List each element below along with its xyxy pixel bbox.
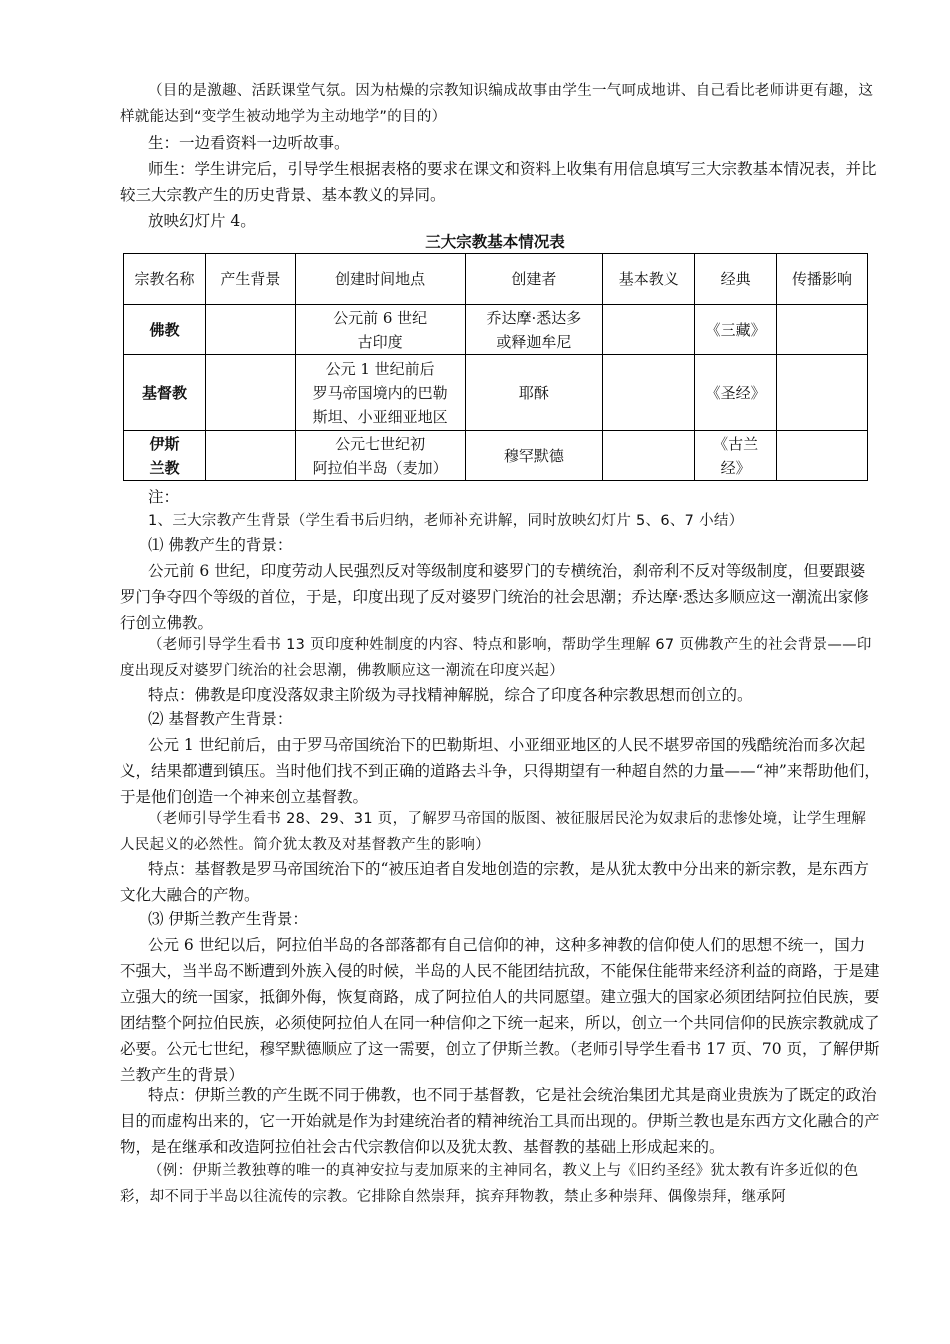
table-cell	[777, 305, 868, 355]
table-row	[124, 305, 868, 355]
teacher-student-line: 师生：学生讲完后，引导学生根据表格的要求在课文和资料上收集有用信息填写三大宗教基本情况表，并比较三大宗教产生的历史背景、基本教义的异同。	[120, 160, 877, 204]
table-cell: 乔达摩·悉达多 或释迦牟尼	[465, 305, 603, 355]
table-cell: 穆罕默德	[465, 431, 603, 481]
table-cell: 《古兰 经》	[695, 431, 777, 481]
header-cell: 创建者	[465, 254, 603, 305]
buddhism-background: 公元前 6 世纪，印度劳动人民强烈反对等级制度和婆罗门的专横统治，刹帝利不反对等级制度，但要跟婆罗门争夺四个等级的首位，于是，印度出现了反对婆罗门统治的社会思潮；乔达摩·悉达多顺应这一潮流出家修行创立佛教。	[120, 562, 869, 632]
note-label: 注：	[148, 488, 180, 506]
student-line: 生：一边看资料一边听故事。	[148, 134, 350, 152]
header-cell: 传播影响	[777, 254, 868, 305]
table-cell: 耶酥	[465, 355, 603, 431]
buddhism-heading: ⑴ 佛教产生的背景：	[148, 536, 293, 554]
slide-4-line: 放映幻灯片 4。	[148, 212, 256, 230]
buddhism-teacher-note: （老师引导学生看书 13 页印度种姓制度的内容、特点和影响，帮助学生理解 67 页佛教产生的社会背景——印度出现反对婆罗门统治的社会思潮，佛教顺应这一潮流在印度兴起）	[120, 637, 872, 679]
islam-heading: ⑶ 伊斯兰教产生背景：	[148, 910, 308, 928]
table-cell: 《三藏》	[695, 305, 777, 355]
table-cell	[205, 305, 295, 355]
header-cell: 经典	[695, 254, 777, 305]
table-header-row	[124, 254, 868, 305]
table-cell	[603, 305, 695, 355]
header-cell: 基本教义	[603, 254, 695, 305]
section-1-heading: 1、三大宗教产生背景（学生看书后归纳，老师补充讲解，同时放映幻灯片 5、6、7 小结）	[148, 513, 744, 529]
table-row	[124, 431, 868, 481]
religions-table	[123, 253, 868, 481]
table-cell: 公元七世纪初 阿拉伯半岛（麦加）	[295, 431, 465, 481]
christianity-background: 公元 1 世纪前后，由于罗马帝国统治下的巴勒斯坦、小亚细亚地区的人民不堪罗帝国的残酷统治而多次起义，结果都遭到镇压。当时他们找不到正确的道路去斗争，只得期望有一种超自然的力量——“神”来帮助他们，于是他们创造一个神来创立基督教。	[120, 736, 880, 806]
religion-name: 伊斯 兰教	[124, 431, 206, 481]
islam-feature: 特点：伊斯兰教的产生既不同于佛教，也不同于基督教，它是社会统治集团尤其是商业贵族为了既定的政治目的而虚构出来的，它一开始就是作为封建统治者的精神统治工具而出现的。伊斯兰教也是东西方文化融合的产物，是在继承和改造阿拉伯社会古代宗教信仰以及犹太教、基督教的基础上形成起来的。	[120, 1086, 880, 1156]
table-title: 三大宗教基本情况表	[425, 233, 565, 251]
header-cell: 宗教名称	[124, 254, 206, 305]
table-cell	[777, 355, 868, 431]
christianity-heading: ⑵ 基督教产生背景：	[148, 710, 293, 728]
buddhism-feature: 特点：佛教是印度没落奴隶主阶级为寻找精神解脱，综合了印度各种宗教思想而创立的。	[148, 686, 753, 704]
table-cell	[603, 431, 695, 481]
christianity-teacher-note: （老师引导学生看书 28、29、31 页，了解罗马帝国的版图、被征服居民沦为奴隶后的悲惨处境，让学生理解人民起义的必然性。简介犹太教及对基督教产生的影响）	[120, 811, 867, 853]
christianity-feature: 特点：基督教是罗马帝国统治下的“被压迫者自发地创造的宗教，是从犹太教中分出来的新宗教，是东西方文化大融合的产物。	[120, 860, 869, 904]
purpose-note: （目的是激趣、活跃课堂气氛。因为枯燥的宗教知识编成故事由学生一气呵成地讲、自己看比老师讲更有趣，这样就能达到“变学生被动地学为主动地学”的目的）	[120, 83, 874, 125]
table-row	[124, 355, 868, 431]
table-cell	[205, 431, 295, 481]
islam-background: 公元 6 世纪以后，阿拉伯半岛的各部落都有自己信仰的神，这种多神教的信仰使人们的思想不统一，国力不强大，当半岛不断遭到外族入侵的时候，半岛的人民不能团结抗敌，不能保住能带来经济利益的商路，于是建立强大的统一国家，抵御外侮，恢复商路，成了阿拉伯人的共同愿望。建立强大的国家必须团结阿拉伯民族，要团结整个阿拉伯民族，必须使阿拉伯人在同一种信仰之下统一起来，所以，创立一个共同信仰的民族宗教就成了必要。公元七世纪，穆罕默德顺应了这一需要，创立了伊斯兰教。（老师引导学生看书 17 页、70 页，了解伊斯兰教产生的背景）	[120, 936, 880, 1084]
religion-name: 佛教	[124, 305, 206, 355]
table-cell: 公元 1 世纪前后 罗马帝国境内的巴勒 斯坦、小亚细亚地区	[295, 355, 465, 431]
islam-example-note: （例：伊斯兰教独尊的唯一的真神安拉与麦加原来的主神同名，教义上与《旧约圣经》犹太教有许多近似的色彩，却不同于半岛以往流传的宗教。它排除自然崇拜，摈弃拜物教，禁止多种崇拜、偶像崇拜，继承阿	[120, 1163, 859, 1205]
religion-name: 基督教	[124, 355, 206, 431]
table-cell: 公元前 6 世纪 古印度	[295, 305, 465, 355]
table-cell	[603, 355, 695, 431]
header-cell: 产生背景	[205, 254, 295, 305]
header-cell: 创建时间地点	[295, 254, 465, 305]
table-cell	[205, 355, 295, 431]
table-cell: 《圣经》	[695, 355, 777, 431]
table-cell	[777, 431, 868, 481]
